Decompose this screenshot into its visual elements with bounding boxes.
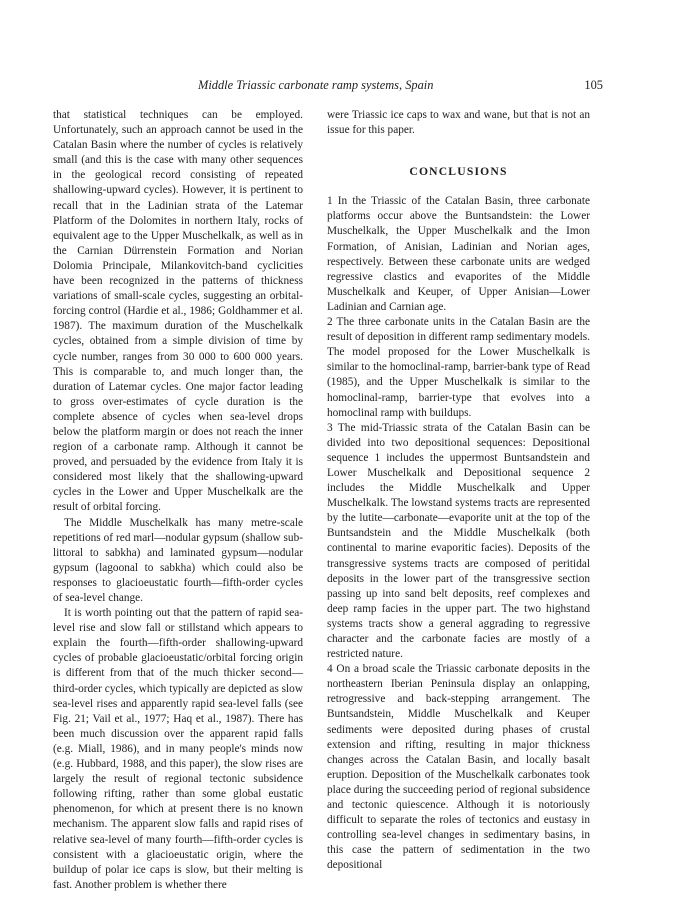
left-column bbox=[53, 108, 303, 893]
running-header bbox=[58, 78, 603, 94]
conclusion-item-2: 2 The three carbonate units in the Catalan Basin are the result of deposition in different ramp sedimentary models. The model proposed for the Lower Muschelkalk is similar to the homoclinal-ramp, barrier-bank type of Read (1985), and the Upper Muschelkalk is similar to the homoclinal-ramp, barrier-type that evolves into a homoclinal ramp with buildups. bbox=[327, 316, 590, 419]
paragraph-continuation: were Triassic ice caps to wax and wane, but that is not an issue for this paper. bbox=[327, 109, 590, 137]
section-heading-conclusions: CONCLUSIONS bbox=[409, 165, 508, 179]
conclusion-item-4: 4 On a broad scale the Triassic carbonate deposits in the northeastern Iberian Peninsula display an onlapping, retrogressive and back-stepping arrangement. The Buntsandstein, Middle Muschelkalk and Keuper sediments were deposited during phases of crustal extension and rifting, resulting in major thickness changes across the Catalan Basin, and locally basalt eruption. Deposition of the Muschelkalk carbonates took place during the succeeding period of regional subsidence and tectonic quiescence. Although it is notoriously difficult to separate the roles of tectonics and eustasy in controlling sea-level changes in sedimentary basins, in this case the pattern of sedimentation in the two depositional bbox=[327, 663, 590, 872]
right-column bbox=[327, 108, 590, 874]
page-number: 105 bbox=[584, 78, 603, 92]
paragraph: The Middle Muschelkalk has many metre-scale repetitions of red marl—nodular gypsum (shallow sub-littoral to sabkha) and laminated gypsum—nodular gypsum (lagoonal to sabkha) which could also be responses to glacioeustatic fourth—fifth-order cycles of sea-level change. bbox=[53, 516, 303, 604]
paragraph: It is worth pointing out that the pattern of rapid sea-level rise and slow fall or stillstand which appears to explain the fourth—fifth-order shallowing-upward cycles of probable glacioeustatic/orbital forcing origin is different from that of the much thicker second—third-order cycles, which typically are depicted as slow sea-level rises and apparently rapid sea-level falls (see Fig. 21; Vail et al., 1977; Haq et al., 1987). There has been much discussion over the apparent rapid falls (e.g. Miall, 1986), and in many people's minds now (e.g. Hubbard, 1988, and this paper), the slow rises are largely the result of regional tectonic subsidence following rifting, rather than some global eustatic phenomenon, for which at present there is no known mechanism. The apparent slow falls and rapid rises of relative sea-level of many fourth—fifth-order cycles is consistent with a glacioeustatic origin, where the buildup of polar ice caps is slow, but their melting is fast. Another problem is whether there bbox=[53, 607, 303, 891]
running-title: Middle Triassic carbonate ramp systems, Spain bbox=[198, 78, 434, 92]
conclusion-item-1: 1 In the Triassic of the Catalan Basin, three carbonate platforms occur above the Buntsandstein: the Lower Muschelkalk, the Upper Muschelkalk and the Imon Formation, of Anisian, Ladinian and Norian ages, respectively. Between these carbonate units are wedged regressive clastics and evaporites of the Middle Muschelkalk and Keuper, of Upper Anisian—Lower Ladinian and Carnian age. bbox=[327, 195, 590, 313]
paragraph: that statistical techniques can be employed. Unfortunately, such an approach cannot be used in the Catalan Basin where the number of cycles is relatively small (and this is the case with many other sequences in the geological record consisting of repeated shallowing-upward cycles). However, it is pertinent to recall that in the Ladinian strata of the Latemar Platform of the Dolomites in northern Italy, rocks of equivalent age to the Upper Muschelkalk, as well as in the Carnian Dürrenstein Formation and Norian Dolomia Principale, Milankovitch-band cyclicities have been recognized in the patterns of thickness variations of small-scale cycles, suggesting an orbital-forcing control (Hardie et al., 1986; Goldhammer et al. 1987). The maximum duration of the Muschelkalk cycles, obtained from a simple division of time by cycle number, ranges from 30 000 to 600 000 years. This is comparable to, and much longer than, the duration of Latemar cycles. One major factor leading to gross over-estimates of cycle duration is the complete absence of cycles when sea-level drops below the platform margin or does not reach the inner region of a carbonate ramp. Although it cannot be proved, and persuaded by the evidence from Italy it is considered most likely that the shallowing-upward cycles in the Lower and Upper Muschelkalk are the result of orbital forcing. bbox=[53, 109, 303, 514]
conclusion-item-3: 3 The mid-Triassic strata of the Catalan Basin can be divided into two depositional sequences: Depositional sequence 1 includes the uppermost Buntsandstein and Lower Muschelkalk and Depositional sequence 2 includes the Middle Muschelkalk and Upper Muschelkalk. The lowstand systems tracts are represented by the lutite—carbonate—evaporite unit at the top of the Buntsandstein and the Middle Muschelkalk (both continental to marine evaporitic facies). Deposits of the transgressive systems tracts are composed of peritidal deposits in the lower part of the transgressive section passing up into sand belt deposits, reef complexes and deep ramp facies in the upper part. The two highstand systems tracts show a general aggrading to regressive character and the carbonate facies are mostly of a restricted nature. bbox=[327, 421, 590, 661]
